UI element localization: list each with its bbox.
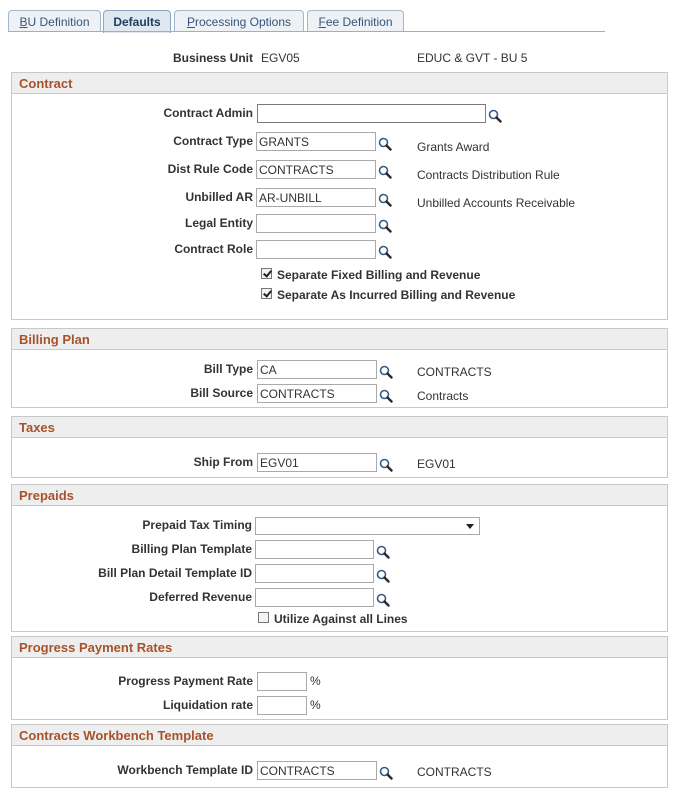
dist-rule-code-lookup-icon[interactable] <box>378 165 392 179</box>
progress-payment-rate-label: Progress Payment Rate <box>118 674 253 688</box>
contract-admin-input[interactable] <box>257 104 486 123</box>
bill-type-description: CONTRACTS <box>417 365 492 379</box>
separate-incurred-label: Separate As Incurred Billing and Revenue <box>277 288 516 302</box>
contract-role-input[interactable] <box>256 240 376 259</box>
business-unit-value: EGV05 <box>261 51 300 65</box>
legal-entity-lookup-icon[interactable] <box>378 219 392 233</box>
contract-type-label: Contract Type <box>173 134 253 148</box>
unbilled-ar-input[interactable] <box>256 188 376 207</box>
workbench-template-section-header <box>12 725 667 746</box>
bill-type-label: Bill Type <box>203 362 253 376</box>
tab-label: Processing Options <box>186 15 292 29</box>
liquidation-rate-input[interactable] <box>257 696 307 715</box>
prepaids-section-header <box>12 485 667 506</box>
separate-fixed-label: Separate Fixed Billing and Revenue <box>277 268 481 282</box>
bill-source-label: Bill Source <box>190 386 253 400</box>
section-title: Billing Plan <box>19 332 90 347</box>
tab-label: BU Definition <box>19 15 90 29</box>
contract-type-lookup-icon[interactable] <box>378 137 392 151</box>
contract-section-header <box>12 73 667 94</box>
workbench-template-id-input[interactable] <box>257 761 377 780</box>
liquidation-rate-unit: % <box>310 698 321 712</box>
workbench-template-id-label: Workbench Template ID <box>117 763 253 777</box>
taxes-section-header <box>12 417 667 438</box>
billing-plan-template-input[interactable] <box>255 540 374 559</box>
bill-plan-detail-template-lookup-icon[interactable] <box>376 569 390 583</box>
contract-admin-label: Contract Admin <box>163 106 253 120</box>
bill-plan-detail-template-input[interactable] <box>255 564 374 583</box>
utilize-against-all-lines-label: Utilize Against all Lines <box>274 612 408 626</box>
bill-type-input[interactable] <box>257 360 377 379</box>
contract-type-description: Grants Award <box>417 140 490 154</box>
billing-plan-section-header <box>12 329 667 350</box>
tab-defaults[interactable] <box>103 10 171 33</box>
section-title: Prepaids <box>19 488 74 503</box>
business-unit-label: Business Unit <box>172 51 253 65</box>
section-title: Progress Payment Rates <box>19 640 173 655</box>
billing-plan-template-label: Billing Plan Template <box>131 542 252 556</box>
deferred-revenue-input[interactable] <box>255 588 374 607</box>
unbilled-ar-lookup-icon[interactable] <box>378 193 392 207</box>
ship-from-input[interactable] <box>257 453 377 472</box>
section-title: Taxes <box>19 420 55 435</box>
bill-source-description: Contracts <box>417 389 469 403</box>
legal-entity-input[interactable] <box>256 214 376 233</box>
tab-bu-definition[interactable] <box>8 10 101 32</box>
legal-entity-label: Legal Entity <box>184 216 253 230</box>
section-title: Contracts Workbench Template <box>19 728 214 743</box>
business-unit-description: EDUC & GVT - BU 5 <box>417 51 528 65</box>
ship-from-label: Ship From <box>193 455 253 469</box>
chevron-down-icon <box>466 524 474 529</box>
section-title: Contract <box>19 76 73 91</box>
deferred-revenue-lookup-icon[interactable] <box>376 593 390 607</box>
tab-label: Fee Definition <box>318 15 393 29</box>
unbilled-ar-description: Unbilled Accounts Receivable <box>417 196 576 210</box>
contract-admin-lookup-icon[interactable] <box>488 109 502 123</box>
contract-role-lookup-icon[interactable] <box>378 245 392 259</box>
prepaid-tax-timing-label: Prepaid Tax Timing <box>142 518 252 532</box>
prepaid-tax-timing-select[interactable] <box>255 517 480 535</box>
contract-role-label: Contract Role <box>174 242 253 256</box>
progress-payment-rate-input[interactable] <box>257 672 307 691</box>
liquidation-rate-label: Liquidation rate <box>163 698 253 712</box>
tab-fee-definition[interactable] <box>307 10 404 32</box>
bill-plan-detail-template-label: Bill Plan Detail Template ID <box>98 566 252 580</box>
utilize-against-all-lines-checkbox[interactable] <box>258 612 269 623</box>
tab-processing-options[interactable] <box>174 10 304 32</box>
contract-type-input[interactable] <box>256 132 376 151</box>
bill-type-lookup-icon[interactable] <box>379 365 393 379</box>
dist-rule-code-label: Dist Rule Code <box>167 162 253 176</box>
progress-payment-section <box>11 636 668 720</box>
workbench-template-description: CONTRACTS <box>417 765 492 779</box>
progress-payment-rate-unit: % <box>310 674 321 688</box>
progress-payment-section-header <box>12 637 667 658</box>
ship-from-lookup-icon[interactable] <box>379 458 393 472</box>
ship-from-description: EGV01 <box>417 457 456 471</box>
bill-source-input[interactable] <box>257 384 377 403</box>
unbilled-ar-label: Unbilled AR <box>185 190 253 204</box>
tab-label: Defaults <box>113 15 161 29</box>
billing-plan-template-lookup-icon[interactable] <box>376 545 390 559</box>
deferred-revenue-label: Deferred Revenue <box>149 590 252 604</box>
tab-divider <box>8 31 605 32</box>
separate-incurred-checkbox[interactable] <box>261 288 272 299</box>
dist-rule-code-description: Contracts Distribution Rule <box>417 168 560 182</box>
dist-rule-code-input[interactable] <box>256 160 376 179</box>
bill-source-lookup-icon[interactable] <box>379 389 393 403</box>
separate-fixed-checkbox[interactable] <box>261 268 272 279</box>
workbench-template-lookup-icon[interactable] <box>379 766 393 780</box>
